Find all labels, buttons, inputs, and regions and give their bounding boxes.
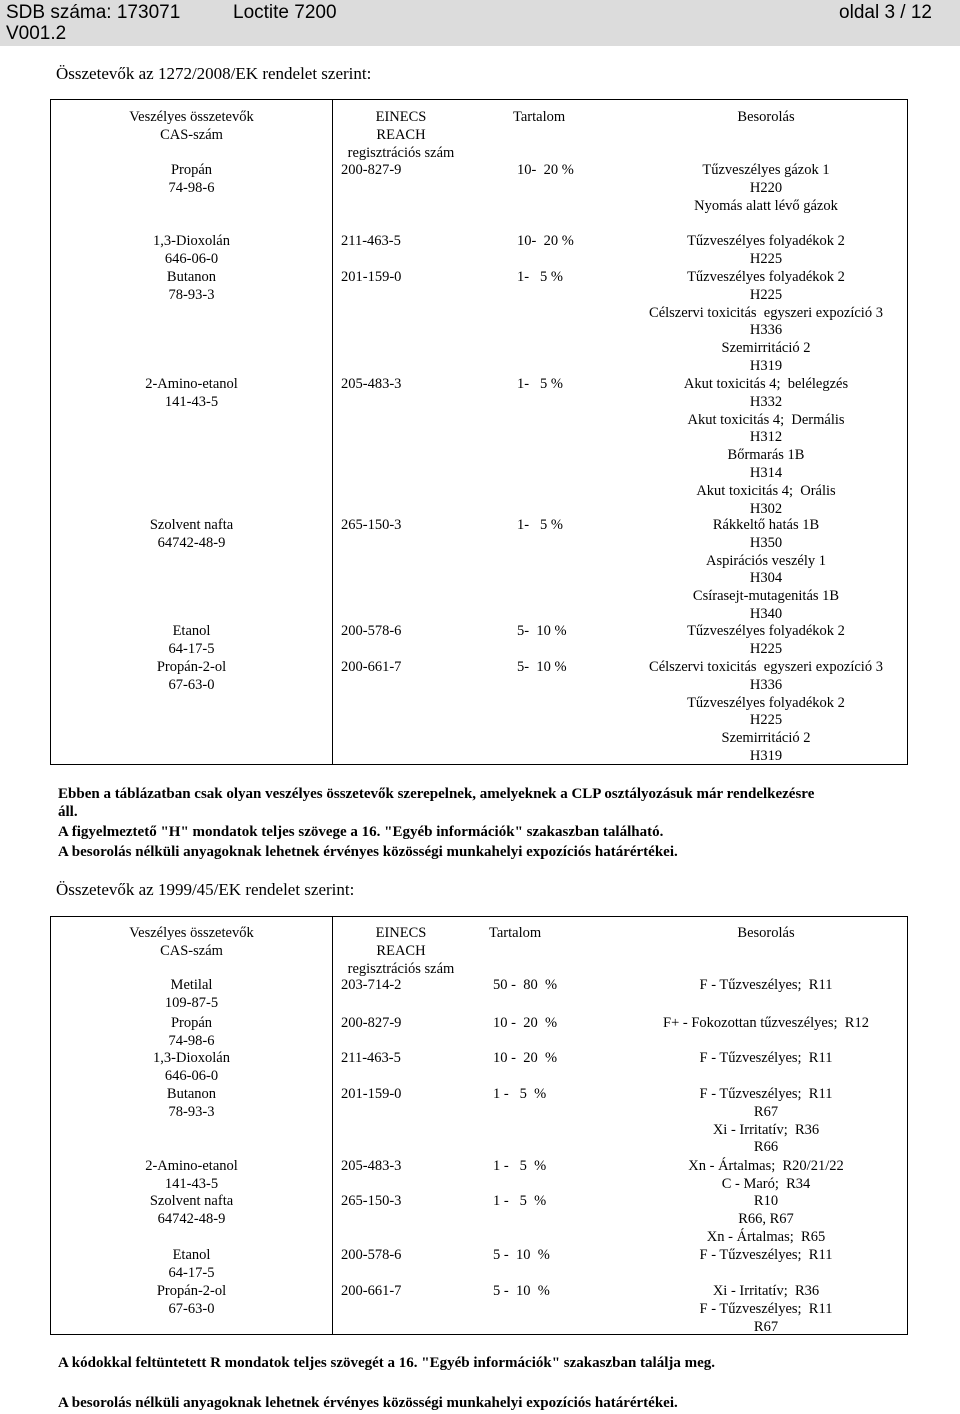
clp-section-title: Összetevők az 1272/2008/EK rendelet szerint: [56,64,372,83]
classification-line: Csírasejt-mutagenitás 1B [692,588,840,605]
classification-line: Akut toxicitás 4; belélegzés [683,376,849,392]
version: V001.2 [6,23,67,44]
content-range: 1- 5 % [517,376,563,392]
content-range: 1 - 5 % [493,1193,547,1209]
component-name: Propán-2-ol [156,659,227,675]
classification-line: H225 [749,640,783,657]
cas-number: 64742-48-9 [157,1210,226,1227]
einecs-number: 201-159-0 [341,1086,402,1102]
classification-line: H332 [749,393,783,410]
classification-line: Tűzveszélyes folyadékok 2 [687,694,845,711]
cas-number: 78-93-3 [168,1103,215,1120]
component-name: Propán-2-ol [156,1283,227,1299]
dsd-note-line: A besorolás nélküli anyagoknak lehetnek érvényes közösségi munkahelyi expozíciós határértékei. [58,1395,678,1411]
component-name: Butanon [166,1086,217,1102]
classification-line: H302 [749,500,783,517]
classification-line: R67 [753,1103,779,1120]
content-range: 5- 10 % [517,623,567,639]
classification-line: Xn - Ártalmas; R65 [706,1228,826,1245]
einecs-number: 265-150-3 [341,517,402,533]
classification-line: Célszervi toxicitás egyszeri expozíció 3 [649,659,883,675]
classification-line: R66, R67 [738,1210,794,1227]
component-name: Etanol [172,623,211,639]
cas-number: 646-06-0 [164,1067,219,1084]
einecs-number: 200-827-9 [341,1015,402,1031]
classification-line: F - Tűzveszélyes; R11 [699,1300,833,1317]
classification-line: R10 [753,1193,779,1209]
content-range: 10 - 20 % [493,1015,558,1031]
classification-line: R67 [753,1318,779,1335]
cas-number: 141-43-5 [164,1175,219,1192]
classification-line: H336 [749,322,783,339]
classification-line: H220 [749,179,783,196]
classification-line: H225 [749,286,783,303]
classification-line: Xi - Irritatív; R36 [712,1283,820,1299]
classification-line: Tűzveszélyes folyadékok 2 [687,269,845,285]
component-name: Etanol [172,1247,211,1263]
component-name: Szolvent nafta [149,1193,234,1209]
sdb-number: SDB száma: 173071 [6,2,181,23]
clp-note-line: áll. [58,804,78,820]
classification-line: F+ - Fokozottan tűzveszélyes; R12 [663,1015,869,1031]
classification-line: H314 [749,465,783,481]
header-component: Veszélyes összetevők CAS-szám [129,109,254,143]
content-range: 1 - 5 % [493,1086,547,1102]
clp-note-line: A besorolás nélküli anyagoknak lehetnek érvényes közösségi munkahelyi expozíciós határértékei. [58,844,678,860]
classification-line: H225 [749,250,783,267]
content-range: 1 - 5 % [493,1158,547,1174]
classification-line: F - Tűzveszélyes; R11 [699,977,833,993]
cas-number: 109-87-5 [164,994,219,1011]
classification-line: Rákkeltő hatás 1B [712,517,820,533]
classification-line: Tűzveszélyes gázok 1 [702,162,830,178]
classification-line: R66 [753,1139,779,1156]
classification-line: Xi - Irritatív; R36 [712,1121,820,1138]
content-range: 1- 5 % [517,517,563,533]
classification-line: Célszervi toxicitás egyszeri expozíció 3 [649,304,883,321]
classification-line: F - Tűzveszélyes; R11 [699,1050,833,1066]
classification-line: H319 [749,748,783,764]
cas-number: 67-63-0 [168,1300,215,1317]
content-range: 10- 20 % [517,233,574,249]
einecs-number: 200-827-9 [341,162,402,178]
classification-line: Tűzveszélyes folyadékok 2 [687,233,845,249]
cas-number: 64-17-5 [168,1264,215,1281]
document-header [0,0,960,46]
cas-number: 78-93-3 [168,286,215,303]
classification-line: Nyomás alatt lévő gázok [694,197,838,214]
classification-line: Xn - Ártalmas; R20/21/22 [688,1158,844,1174]
header-classification: Besorolás [737,925,795,941]
content-range: 10 - 20 % [493,1050,558,1066]
classification-line: Akut toxicitás 4; Orális [696,482,836,499]
classification-line: F - Tűzveszélyes; R11 [699,1086,833,1102]
einecs-number: 211-463-5 [341,233,401,249]
cas-number: 141-43-5 [164,393,219,410]
component-name: 2-Amino-etanol [145,376,238,392]
header-einecs: EINECS REACH regisztrációs szám [347,109,455,161]
classification-line: H304 [749,570,783,587]
einecs-number: 203-714-2 [341,977,402,993]
classification-line: C - Maró; R34 [721,1175,811,1192]
column-separator [332,917,333,1334]
einecs-number: 200-661-7 [341,659,402,675]
content-range: 10- 20 % [517,162,574,178]
dsd-section-title: Összetevők az 1999/45/EK rendelet szerint: [56,880,355,899]
classification-line: Aspirációs veszély 1 [706,552,826,569]
classification-line: H225 [749,712,783,729]
einecs-number: 200-578-6 [341,623,402,639]
column-separator [332,100,333,764]
einecs-number: 201-159-0 [341,269,402,285]
component-name: Butanon [166,269,217,285]
classification-line: F - Tűzveszélyes; R11 [699,1247,833,1263]
classification-line: Szemirritáció 2 [721,340,811,357]
einecs-number: 200-578-6 [341,1247,402,1263]
einecs-number: 265-150-3 [341,1193,402,1209]
header-einecs: EINECS REACH regisztrációs szám [347,925,455,977]
content-range: 5- 10 % [517,659,567,675]
einecs-number: 205-483-3 [341,376,402,392]
header-classification: Besorolás [737,109,795,125]
content-range: 5 - 10 % [493,1283,550,1299]
component-name: 2-Amino-etanol [145,1158,238,1174]
dsd-ingredients-table [50,916,908,1335]
classification-line: H319 [749,358,783,374]
content-range: 50 - 80 % [493,977,558,993]
einecs-number: 205-483-3 [341,1158,402,1174]
einecs-number: 211-463-5 [341,1050,401,1066]
component-name: 1,3-Dioxolán [153,233,230,249]
clp-note-line: Ebben a táblázatban csak olyan veszélyes összetevők szerepelnek, amelyeknek a CLP osztályozásuk már rendelkezésre [58,786,815,802]
dsd-note-line: A kódokkal feltüntetett R mondatok teljes szövegét a 16. "Egyéb információk" szakaszban találja meg. [58,1355,716,1371]
content-range: 1- 5 % [517,269,563,285]
classification-line: Tűzveszélyes folyadékok 2 [687,623,845,639]
classification-line: Bőrmarás 1B [727,447,805,464]
component-name: Metilal [170,977,213,993]
content-range: 5 - 10 % [493,1247,550,1263]
clp-note-line: A figyelmeztető "H" mondatok teljes szövege a 16. "Egyéb információk" szakaszban található. [58,824,664,840]
einecs-number: 200-661-7 [341,1283,402,1299]
product-name: Loctite 7200 [233,2,337,23]
cas-number: 646-06-0 [164,250,219,267]
cas-number: 64742-48-9 [157,534,226,551]
classification-line: Szemirritáció 2 [721,730,811,747]
component-name: Szolvent nafta [149,517,234,533]
header-content: Tartalom [489,925,542,941]
classification-line: Akut toxicitás 4; Dermális [687,411,845,428]
classification-line: H340 [749,606,783,622]
component-name: Propán [170,162,213,178]
classification-line: H312 [749,429,783,446]
header-content: Tartalom [513,109,566,125]
header-component: Veszélyes összetevők CAS-szám [129,925,254,959]
cas-number: 74-98-6 [168,1032,215,1049]
component-name: 1,3-Dioxolán [153,1050,230,1066]
classification-line: H336 [749,676,783,693]
cas-number: 67-63-0 [168,676,215,693]
clp-ingredients-table [50,99,908,765]
component-name: Propán [170,1015,213,1031]
classification-line: H350 [749,534,783,551]
cas-number: 64-17-5 [168,640,215,657]
page-number: oldal 3 / 12 [839,2,932,23]
cas-number: 74-98-6 [168,179,215,196]
